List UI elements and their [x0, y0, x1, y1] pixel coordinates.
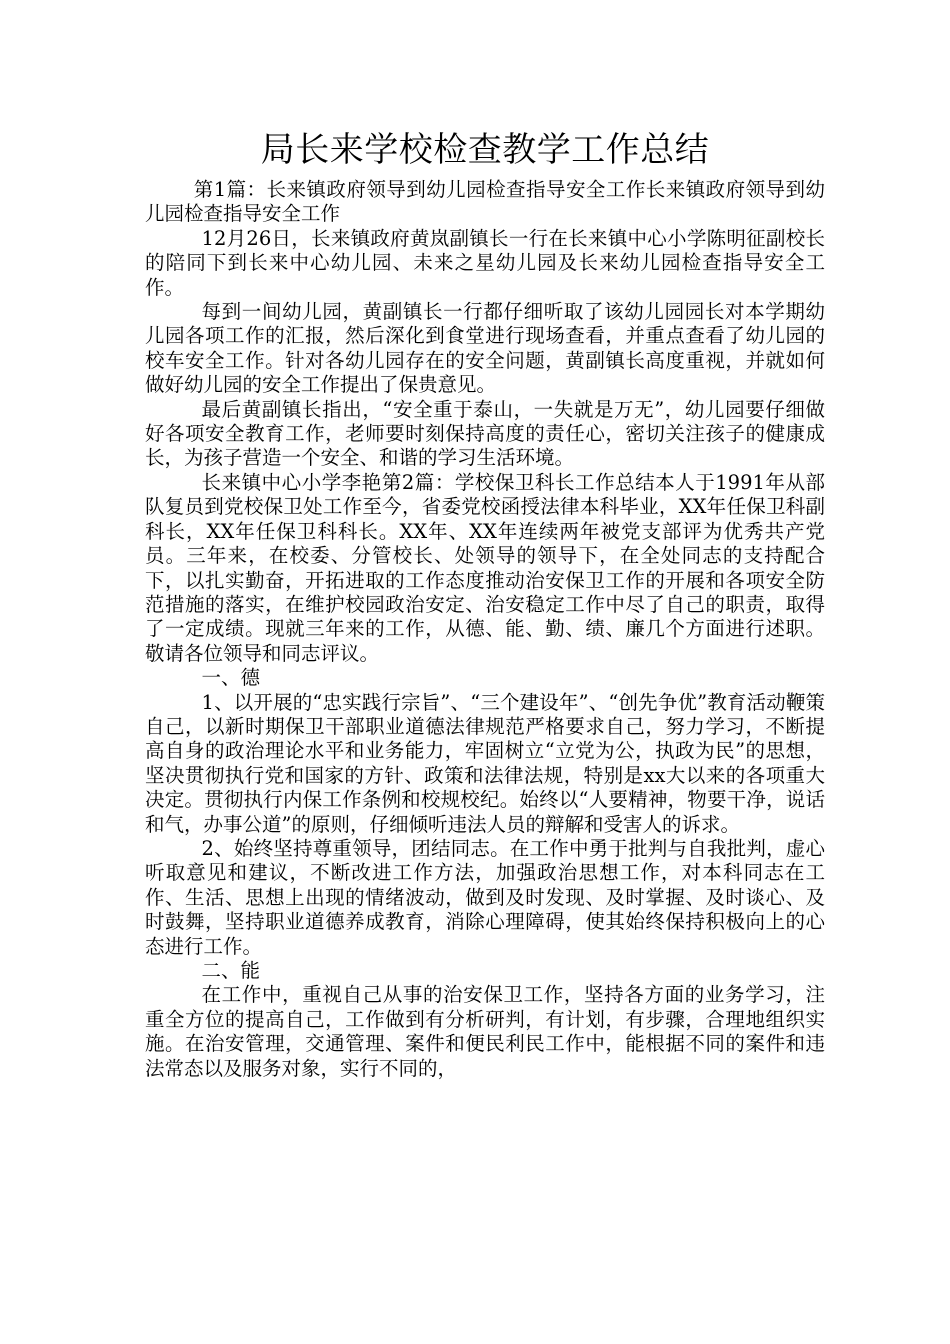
paragraph-virtue-1: 1、以开展的“忠实践行宗旨”、“三个建设年”、“创先争优”教育活动鞭策自己，以新时期保卫干部职业道德法律规范严格要求自己，努力学习，不断提高自身的政治理论水平和业务能力，牢固树立“立党为公，执政为民”的思想，坚决贯彻执行党和国家的方针、政策和法律法规，特别是xx大以来的各项重大决定。贯彻执行内保工作条例和校规校纪。始终以“人要精神，物要干净，说话和气，办事公道”的原则，仔细倾听违法人员的辩解和受害人的诉求。: [145, 690, 825, 836]
paragraph-part1-heading: 第1篇：长来镇政府领导到幼儿园检查指导安全工作长来镇政府领导到幼儿园检查指导安全工作: [145, 178, 825, 226]
paragraph-conclusion: 最后黄副镇长指出，“安全重于泰山，一失就是万无”，幼儿园要仔细做好各项安全教育工作，老师要时刻保持高度的责任心，密切关注孩子的健康成长，为孩子营造一个安全、和谐的学习生活环境。: [145, 397, 825, 470]
paragraph-virtue-2: 2、始终坚持尊重领导，团结同志。在工作中勇于批判与自我批判，虚心听取意见和建议，不断改进工作方法，加强政治思想工作，对本科同志在工作、生活、思想上出现的情绪波动，做到及时发现、及时掌握、及时谈心、及时鼓舞，坚持职业道德养成教育，消除心理障碍，使其始终保持积极向上的心态进行工作。: [145, 836, 825, 958]
section-heading-virtue: 一、德: [201, 666, 261, 690]
paragraph-inspection-date: 12月26日，长来镇政府黄岚副镇长一行在长来镇中心小学陈明征副校长的陪同下到长来中心幼儿园、未来之星幼儿园及长来幼儿园检查指导安全工作。: [145, 226, 825, 299]
paragraph-inspection-details: 每到一间幼儿园，黄副镇长一行都仔细听取了该幼儿园园长对本学期幼儿园各项工作的汇报，然后深化到食堂进行现场查看，并重点查看了幼儿园的校车安全工作。针对各幼儿园存在的安全问题，黄副镇长高度重视，并就如何做好幼儿园的安全工作提出了保贵意见。: [145, 300, 825, 397]
document-title: 局长来学校检查教学工作总结: [260, 130, 710, 170]
section-heading-ability: 二、能: [201, 959, 261, 982]
paragraph-ability: 在工作中，重视自己从事的治安保卫工作，坚持各方面的业务学习，注重全方位的提高自己，工作做到有分析研判，有计划，有步骤，合理地组织实施。在治安管理，交通管理、案件和便民利民工作中，能根据不同的案件和违法常态以及服务对象，实行不同的，: [145, 983, 825, 1080]
paragraph-part2-intro: 长来镇中心小学李艳第2篇：学校保卫科长工作总结本人于1991年从部队复员到党校保卫处工作至今，省委党校函授法律本科毕业，XX年任保卫科副科长，XX年任保卫科科长。XX年、XX年连续两年被党支部评为优秀共产党员。三年来，在校委、分管校长、处领导的领导下，在全处同志的支持配合下，以扎实勤奋，开拓进取的工作态度推动治安保卫工作的开展和各项安全防范措施的落实，在维护校园政治安定、治安稳定工作中尽了自己的职责，取得了一定成绩。现就三年来的工作，从德、能、勤、绩、廉几个方面进行述职。敬请各位领导和同志评议。: [145, 470, 825, 665]
document-page: [145, 126, 825, 1081]
